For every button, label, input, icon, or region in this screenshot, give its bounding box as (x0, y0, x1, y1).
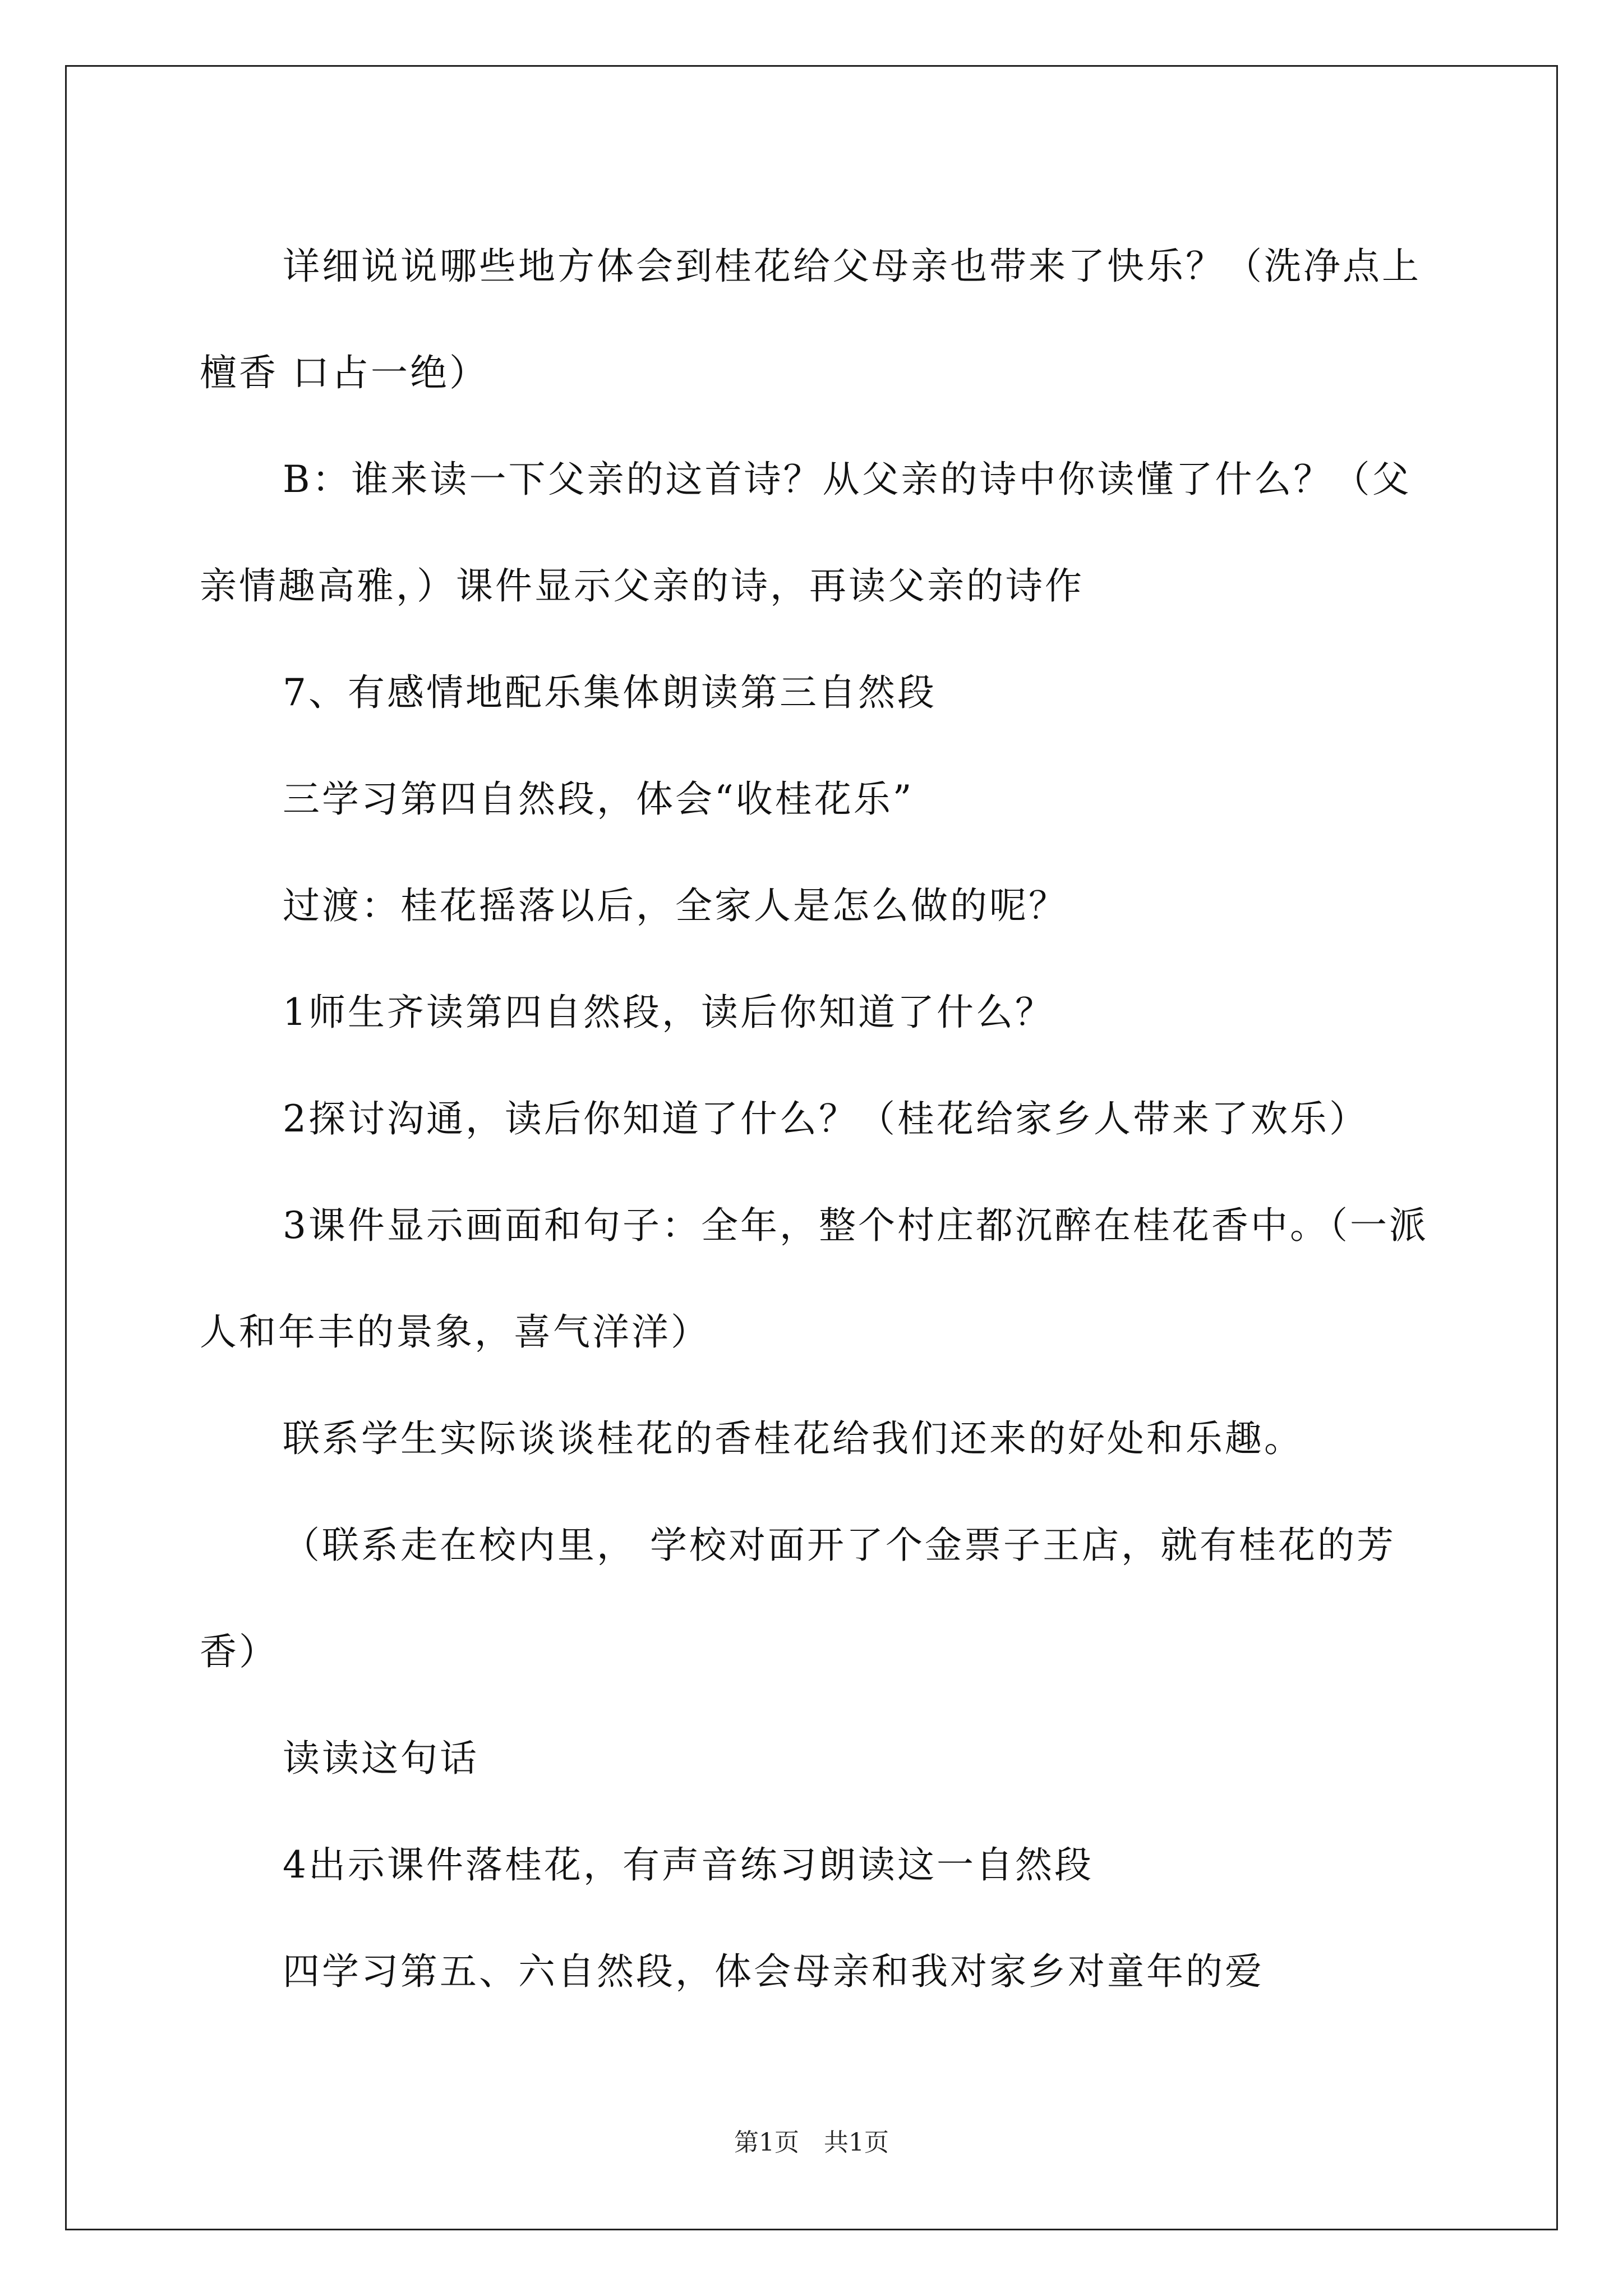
paragraph-7: 2探讨沟通，读后你知道了什么？（桂花给家乡人带来了欢乐） (283, 1097, 1368, 1140)
paragraph-3: 7、有感情地配乐集体朗读第三自然段 (283, 671, 937, 714)
paragraph-4: 三学习第四自然段，体会“收桂花乐” (283, 777, 914, 821)
paragraph-1: 详细说说哪些地方体会到桂花给父母亲也带来了快乐？（洗净点上檀香 口占一绝） (200, 245, 1421, 394)
paragraph-9: 联系学生实际谈谈桂花的香桂花给我们还来的好处和乐趣。 (283, 1417, 1303, 1460)
paragraph-11: 读读这句话 (283, 1737, 479, 1780)
paragraph-13: 四学习第五、六自然段，体会母亲和我对家乡对童年的爱 (283, 1950, 1264, 1993)
page-footer: 第1页 共1页 (734, 2128, 889, 2157)
paragraph-6: 1师生齐读第四自然段，读后你知道了什么？ (283, 991, 1054, 1034)
paragraph-5: 过渡：桂花摇落以后，全家人是怎么做的呢？ (283, 884, 1068, 927)
paragraph-2: B：谁来读一下父亲的这首诗？从父亲的诗中你读懂了什么？（父亲情趣高雅，）课件显示父亲的诗，再读父亲的诗作 (200, 458, 1412, 608)
paragraph-8: 3课件显示画面和句子：全年，整个村庄都沉醉在桂花香中。（一派人和年丰的景象，喜气洋洋） (200, 1204, 1428, 1354)
paragraph-10: （联系走在校内里， 学校对面开了个金票子王店，就有桂花的芳香） (200, 1524, 1396, 1673)
document-body (200, 213, 1440, 2025)
paragraph-12: 4出示课件落桂花，有声音练习朗读这一自然段 (283, 1843, 1094, 1887)
